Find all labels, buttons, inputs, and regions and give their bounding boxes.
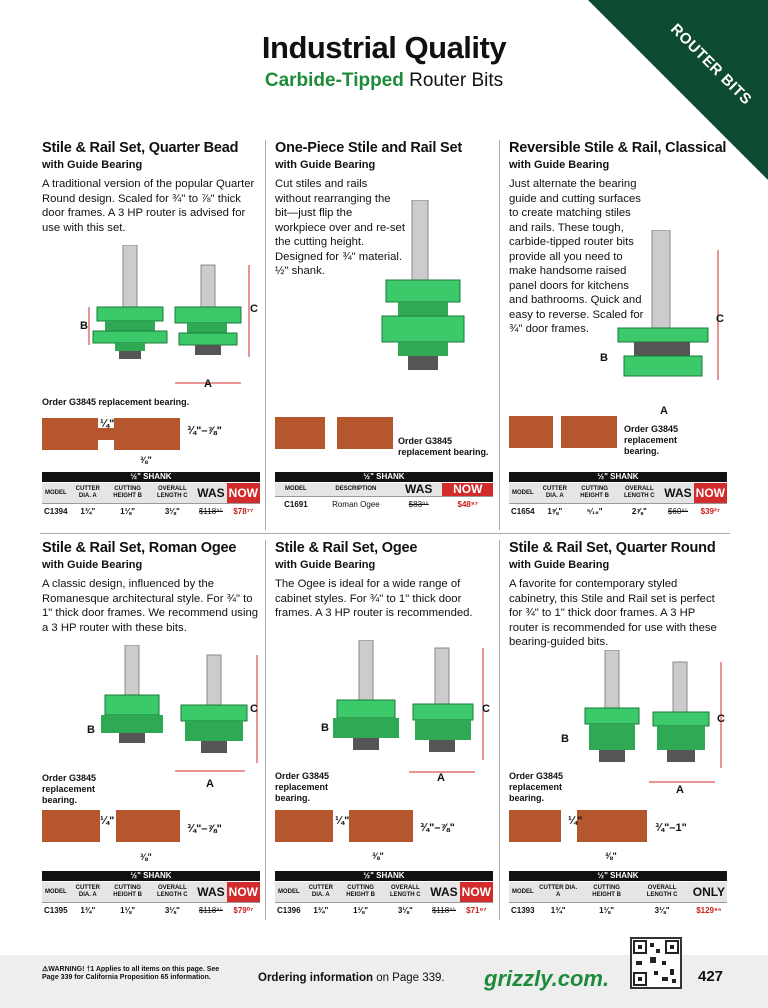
product-title: One-Piece Stile and Rail Set — [275, 140, 462, 156]
page-header — [0, 30, 768, 92]
router-bit-image — [378, 200, 478, 390]
dim-side: ¾"–⅞" — [187, 425, 222, 437]
price-table: MODEL CUTTER DIA. A CUTTING HEIGHT B OVERALL LENGTH C WAS NOW C1394 1¾" 1⅛" 3⅛" $118⁹⁵ $78⁷⁷ — [42, 483, 260, 519]
shank-header: ½" SHANK — [275, 871, 493, 881]
product-description: A favorite for contemporary styled cabinetry, this Stile and Rail set is perfect for ¾" to 1" thick door frames. A 3 HP router is recommended for use with these bearing-guided bits. — [509, 578, 717, 648]
table-row: C1395 1¾" 1⅛" 3⅛" $118⁹⁵ $79⁰⁷ — [44, 906, 254, 915]
product-title: Stile & Rail Set, Quarter Round — [509, 540, 716, 556]
table-row: C1654 1⅝" ⁵⁄₁₆" 2⅞" $60⁹⁵ $39²⁷ — [511, 507, 720, 516]
dim-c-label: C — [716, 313, 724, 325]
qr-code-icon — [630, 937, 682, 989]
dim-bottom: ⅜" — [372, 851, 384, 861]
replacement-bearing-note: Order G3845 replacement bearing. — [509, 771, 564, 803]
dim-a-label: A — [660, 405, 668, 417]
dim-bottom: ⅜" — [605, 851, 617, 861]
dim-b-label: B — [321, 722, 329, 734]
product-title: Stile & Rail Set, Quarter Bead — [42, 140, 239, 156]
price-table: MODEL CUTTER DIA. A CUTTING HEIGHT B OVERALL LENGTH C WAS NOW C1396 1¾" 1⅛" 3⅛" $118⁹⁵ $71⁹⁷ — [275, 882, 493, 918]
table-row: C1691 Roman Ogee $83⁹⁵ $48⁹⁷ — [284, 500, 478, 509]
table-row: C1393 1¾" 1⅛" 3⅛" $129⁹⁵ — [511, 906, 722, 915]
page-subtitle: Carbide-Tipped Router Bits — [264, 70, 504, 91]
dim-c-label: C — [717, 713, 725, 725]
page-title: Industrial Quality — [261, 30, 507, 65]
replacement-bearing-note: Order G3845 replacement bearing. — [42, 773, 97, 805]
product-title: Stile & Rail Set, Ogee — [275, 540, 418, 556]
dim-a-label: A — [437, 772, 445, 784]
dim-side: ¾"–1" — [655, 822, 687, 834]
shank-header: ½" SHANK — [42, 871, 260, 881]
shank-header: ½" SHANK — [42, 472, 260, 482]
router-bit-image — [610, 230, 725, 410]
wood-profile-image — [509, 412, 619, 452]
price-table: MODEL CUTTER DIA. A CUTTING HEIGHT B OVERALL LENGTH C WAS NOW C1395 1¾" 1⅛" 3⅛" $118⁹⁵ $79⁰⁷ — [42, 882, 260, 918]
product-card-roman-ogee — [42, 540, 264, 635]
product-description: The Ogee is ideal for a wide range of cabinet styles. For ¾" to 1" thick door frames. A 3 HP router is recommended. — [275, 578, 473, 619]
replacement-bearing-note: Order G3845 replacement bearing. — [624, 424, 679, 456]
table-row: C1396 1¾" 1⅛" 3⅛" $118⁹⁵ $71⁹⁷ — [277, 906, 487, 915]
shank-header: ½" SHANK — [275, 472, 493, 482]
product-description: A traditional version of the popular Quarter Round design. Scaled for ¾" to ⅞" thick door frames. A 3 HP router is advised for use with this set. — [42, 178, 255, 234]
product-description: Cut stiles and rails without rearranging the bit—just flip the workpiece over and re-set the cutting height. Designed for ¾" material. ½" shank. — [275, 178, 405, 277]
brand-logo: grizzly.com. — [484, 966, 610, 991]
dim-c-label: C — [250, 703, 258, 715]
dim-c-label: C — [250, 303, 258, 315]
router-bit-image — [95, 645, 265, 775]
dim-side: ¾"–⅞" — [420, 822, 455, 834]
router-bit-image — [565, 650, 735, 790]
product-title: Reversible Stile & Rail, Classical — [509, 140, 727, 156]
price-table: MODEL CUTTER DIA. A CUTTING HEIGHT B OVERALL LENGTH C ONLY C1393 1¾" 1⅛" 3⅛" $129⁹⁵ — [509, 882, 727, 918]
dim-a-label: A — [206, 778, 214, 790]
product-description: Just alternate the bearing guide and cutting surfaces to create matching stiles and rails. These tough, carbide-tipped router bits provide all you need to make handsome raised panel doors for kitchens and bathrooms. Quick and easy to reverse. Scaled for ¾" door frames. — [509, 178, 644, 335]
product-title: Stile & Rail Set, Roman Ogee — [42, 540, 237, 556]
dim-b-label: B — [561, 733, 569, 745]
product-subtitle: with Guide Bearing — [275, 559, 376, 571]
dim-top: ¼" — [568, 815, 583, 827]
product-subtitle: with Guide Bearing — [42, 559, 143, 571]
wood-profile-image — [275, 413, 395, 453]
replacement-bearing-note: Order G3845 replacement bearing. — [42, 397, 190, 407]
dim-bottom: ⅜" — [140, 852, 152, 862]
product-subtitle: with Guide Bearing — [509, 159, 610, 171]
ordering-info: Ordering information on Page 339. — [258, 972, 445, 984]
shank-header: ½" SHANK — [509, 871, 727, 881]
router-bit-image — [75, 245, 260, 395]
dim-c-label: C — [482, 703, 490, 715]
shank-header: ½" SHANK — [509, 472, 727, 482]
replacement-bearing-note: Order G3845 replacement bearing. — [398, 436, 489, 457]
dim-b-label: B — [80, 320, 88, 332]
product-description: A classic design, influenced by the Romanesque architectural style. For ¾" to 1" thick door frames. We recommend using a 3 HP router with these bits. — [42, 578, 259, 634]
product-subtitle: with Guide Bearing — [275, 159, 376, 171]
router-bits-tab-label: ROUTER BITS — [667, 20, 755, 109]
page-number: 427 — [698, 968, 724, 985]
dim-top: ¼" — [100, 815, 115, 827]
dim-a-label: A — [204, 378, 212, 390]
price-table: MODEL DESCRIPTION WAS NOW C1691 Roman Ogee $83⁹⁵ $48⁹⁷ — [275, 483, 493, 512]
dim-side: ¾"–⅞" — [187, 823, 222, 835]
price-table: MODEL CUTTER DIA. A CUTTING HEIGHT B OVERALL LENGTH C WAS NOW C1654 1⅝" ⁵⁄₁₆" 2⅞" $60⁹⁵ $39²⁷ — [509, 483, 727, 519]
product-card-quarter-round — [509, 540, 731, 650]
dim-a-label: A — [676, 784, 684, 796]
router-bit-image — [325, 640, 495, 780]
product-card-ogee — [275, 540, 497, 621]
dim-b-label: B — [600, 352, 608, 364]
prop65-warning: ⚠WARNING! †1 Applies to all items on this page. See Page 339 for California Proposition 65 information. — [42, 966, 220, 981]
dim-top: ¼" — [335, 815, 350, 827]
product-card-quarter-bead — [42, 140, 264, 235]
table-row: C1394 1¾" 1⅛" 3⅛" $118⁹⁵ $78⁷⁷ — [44, 507, 254, 516]
product-subtitle: with Guide Bearing — [509, 559, 610, 571]
dim-b-label: B — [87, 724, 95, 736]
dim-bottom: ⅜" — [140, 455, 152, 465]
dim-top: ¼" — [100, 418, 115, 430]
replacement-bearing-note: Order G3845 replacement bearing. — [275, 771, 330, 803]
product-subtitle: with Guide Bearing — [42, 159, 143, 171]
